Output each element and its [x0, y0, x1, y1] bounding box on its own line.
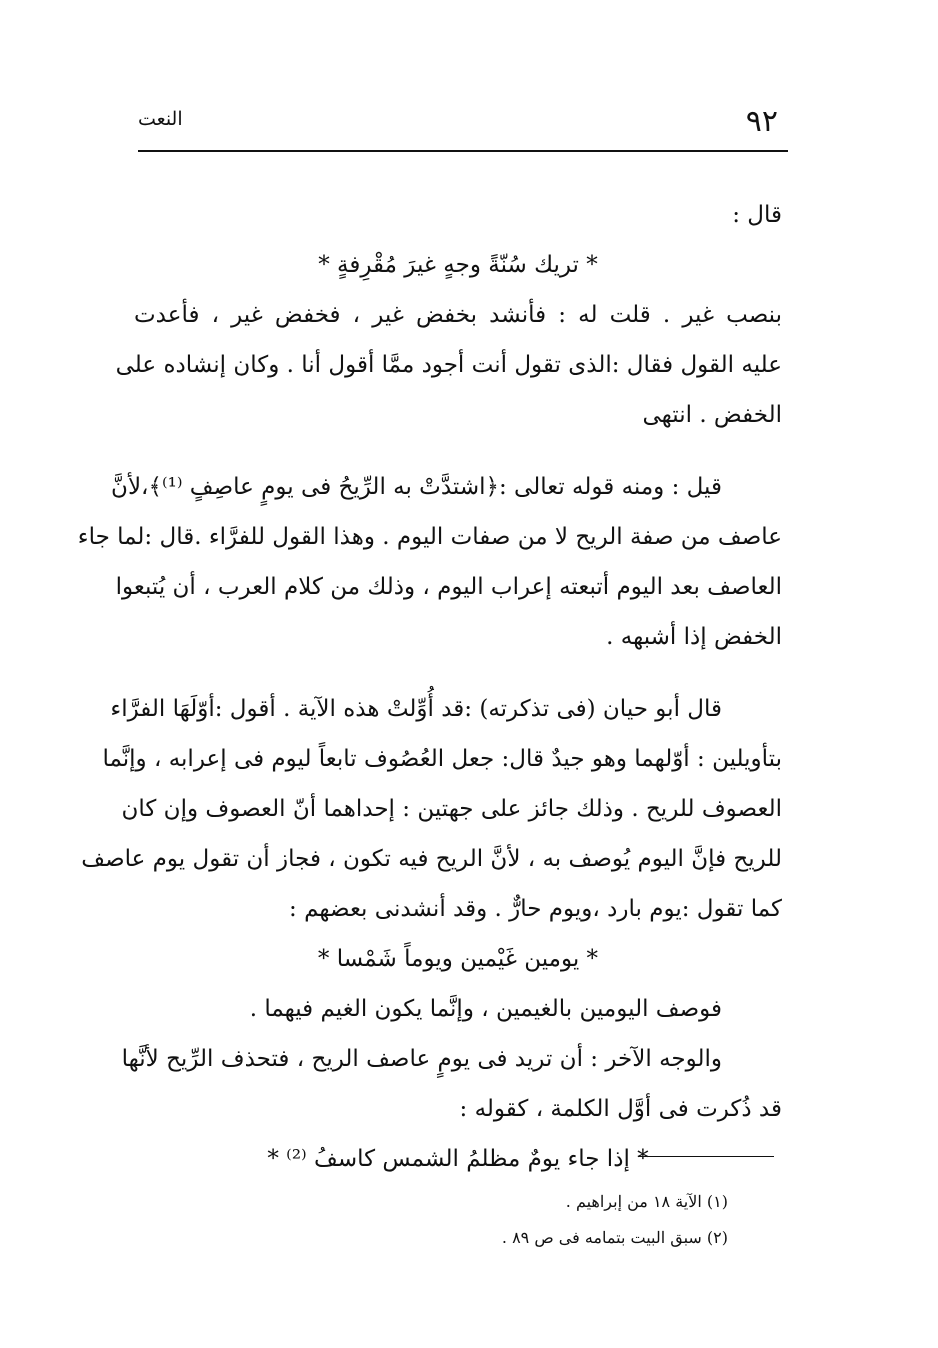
footnotes: [208, 1184, 728, 1256]
verse-line: * إذا جاء يومٌ مظلمُ الشمس كاسفُ ⁽²⁾ *: [267, 1146, 649, 1172]
text-line: قد ذُكرت فى أوَّل الكلمة ، كقوله :: [459, 1096, 782, 1122]
text-line: الخفض . انتهى: [642, 402, 782, 428]
text-line: قال :: [732, 202, 782, 228]
text-line: الخفض إذا أشبهه .: [606, 624, 782, 650]
paragraph-gap: [134, 662, 782, 684]
text-line: قيل : ومنه قوله تعالى :﴿اشتدَّتْ به الرِّيحُ فى يومٍ عاصِفٍ ⁽¹⁾﴾،لأنَّ: [111, 474, 722, 500]
header-rule: [138, 150, 788, 152]
main-text: [77, 190, 782, 1184]
footnote-rule: [638, 1156, 774, 1157]
text-line: والوجه الآخر : أن تريد فى يومٍ عاصف الريح ، فتحذف الرِّيح لأنَّها: [121, 1046, 722, 1072]
text-line: فوصف اليومين بالغيمين ، وإنَّما يكون الغيم فيهما .: [249, 996, 722, 1022]
paragraph-gap: [134, 440, 782, 462]
text-line: العصوف للريح . وذلك جائز على جهتين : إحداهما أنّ العصوف وإن كان: [121, 796, 782, 822]
page-header: [138, 100, 778, 144]
text-line: كما تقول :يوم بارد ،ويوم حارٌّ . وقد أنشدنى بعضهم :: [289, 896, 782, 922]
text-line: للريح فإنَّ اليوم يُوصف به ، لأنَّ الريح فيه تكون ، فجاز أن تقول يوم عاصف: [81, 846, 782, 872]
page-number: ٩٢: [745, 104, 778, 139]
text-line: العاصف بعد اليوم أتبعته إعراب اليوم ، وذلك من كلام العرب ، أن يُتبعوا: [115, 574, 782, 600]
text-line: عليه القول فقال :الذى تقول أنت أجود ممَّا أقول أنا . وكان إنشاده على: [115, 352, 782, 378]
footnote: (١) الآية ١٨ من إبراهيم .: [565, 1192, 728, 1211]
text-line: عاصف من صفة الريح لا من صفات اليوم . وهذا القول للفرَّاء .قال :لما جاء: [77, 524, 782, 550]
text-line: قال أبو حيان (فى تذكرته) :قد أُوِّلتْ هذه الآية . أقول :أوّلَهَا الفرَّاء: [110, 696, 722, 722]
running-title: النعت: [138, 108, 183, 130]
verse-line: * يومين غَيْمين ويوماً شَمْسا *: [317, 946, 599, 972]
verse-line: * تريك سُنّةً وجهٍ غيرَ مُقْرِفةٍ *: [318, 252, 598, 278]
text-line: بتأويلين : أوّلهما وهو جيدٌ قال: جعل العُصُوف تابعاً ليوم فى إعرابه ، وإنَّما: [102, 746, 782, 772]
text-line: بنصب غير . قلت له : فأنشد بخفض غير ، فخفض غير ، فأعدت: [134, 302, 782, 328]
footnote: (٢) سبق البيت بتمامه فى ص ٨٩ .: [501, 1228, 728, 1247]
